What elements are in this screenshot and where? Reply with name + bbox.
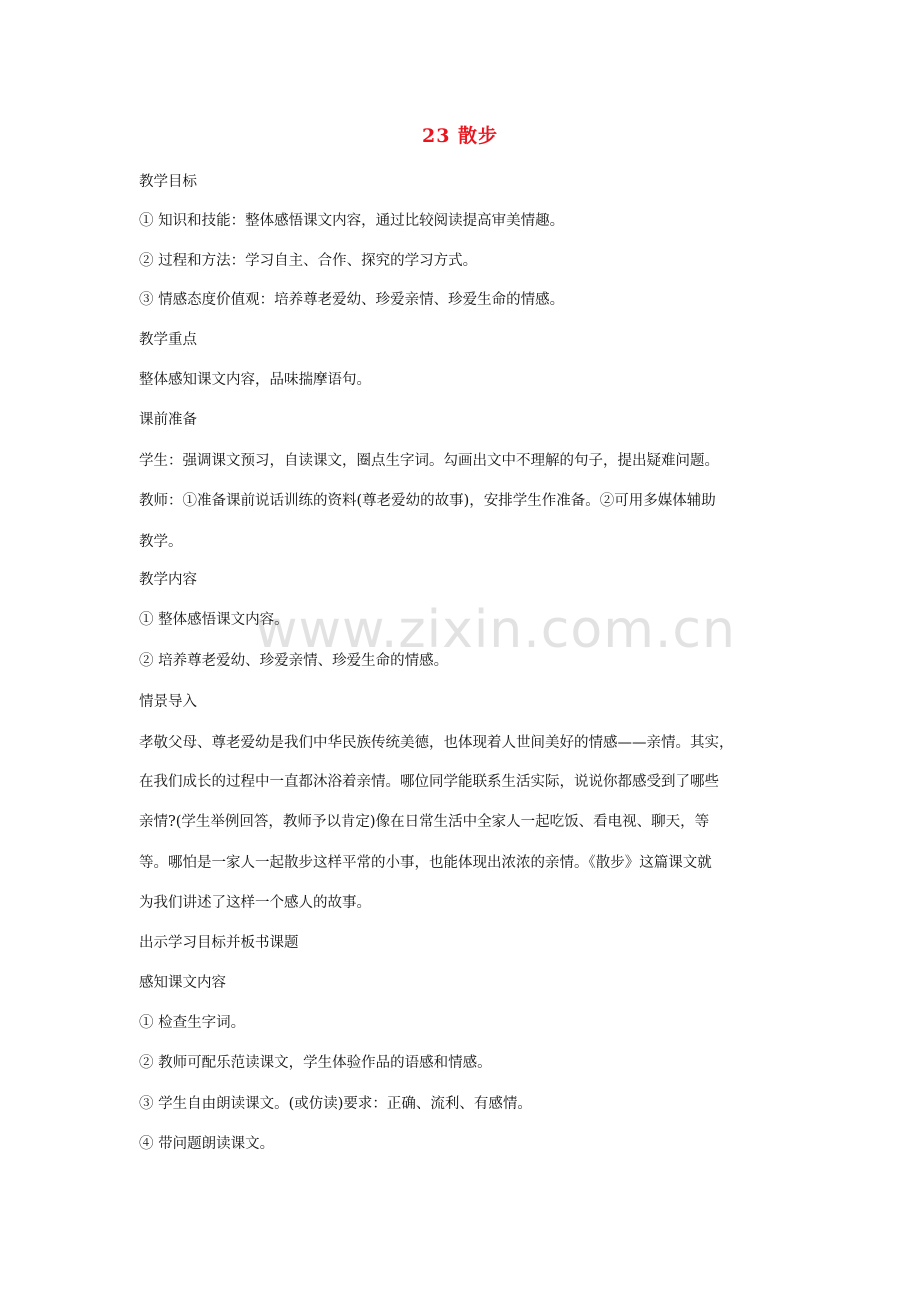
paragraph-line: 教师：①准备课前说话训练的资料(尊老爱幼的故事)，安排学生作准备。②可用多媒体辅助 (139, 493, 716, 509)
step-item: ② 教师可配乐范读课文，学生体验作品的语感和情感。 (139, 1055, 492, 1071)
step-item: ③ 学生自由朗读课文。(或仿读)要求：正确、流利、有感情。 (139, 1096, 532, 1112)
objective-item: ③ 情感态度价值观：培养尊老爱幼、珍爱亲情、珍爱生命的情感。 (139, 292, 565, 308)
paragraph-line: 孝敬父母、尊老爱幼是我们中华民族传统美德，也体现着人世间美好的情感——亲情。其实， (139, 735, 734, 751)
section-heading-preparation: 课前准备 (139, 412, 197, 428)
paragraph-line: 等。哪怕是一家人一起散步这样平常的小事，也能体现出浓浓的亲情。《散步》这篇课文就 (139, 855, 712, 871)
paragraph-line: 为我们讲述了这样一个感人的故事。 (139, 895, 371, 911)
paragraph-line: 整体感知课文内容，品味揣摩语句。 (139, 372, 371, 388)
objective-item: ① 知识和技能：整体感悟课文内容，通过比较阅读提高审美情趣。 (139, 213, 565, 229)
step-item: ④ 带问题朗读课文。 (139, 1136, 275, 1152)
step-item: ① 检查生字词。 (139, 1015, 246, 1031)
document-title: 23 散步 (421, 125, 499, 147)
section-heading-key-points: 教学重点 (139, 332, 197, 348)
section-heading-objectives: 教学目标 (139, 174, 197, 190)
content-item: ① 整体感悟课文内容。 (139, 612, 289, 628)
section-heading-goals: 出示学习目标并板书课题 (139, 935, 299, 951)
section-heading-perception: 感知课文内容 (139, 975, 226, 991)
paragraph-line: 学生：强调课文预习，自读课文，圈点生字词。勾画出文中不理解的句子，提出疑难问题。 (139, 453, 719, 469)
watermark-text: www.zixin.com.cn (255, 600, 736, 660)
content-item: ② 培养尊老爱幼、珍爱亲情、珍爱生命的情感。 (139, 653, 449, 669)
section-heading-introduction: 情景导入 (139, 694, 197, 710)
paragraph-line: 亲情?(学生举例回答，教师予以肯定)像在日常生活中全家人一起吃饭、看电视、聊天，等 (139, 814, 710, 830)
paragraph-line: 教学。 (139, 534, 183, 550)
section-heading-content: 教学内容 (139, 572, 197, 588)
objective-item: ② 过程和方法：学习自主、合作、探究的学习方式。 (139, 253, 478, 269)
paragraph-line: 在我们成长的过程中一直都沐浴着亲情。哪位同学能联系生活实际，说说你都感受到了哪些 (139, 774, 719, 790)
